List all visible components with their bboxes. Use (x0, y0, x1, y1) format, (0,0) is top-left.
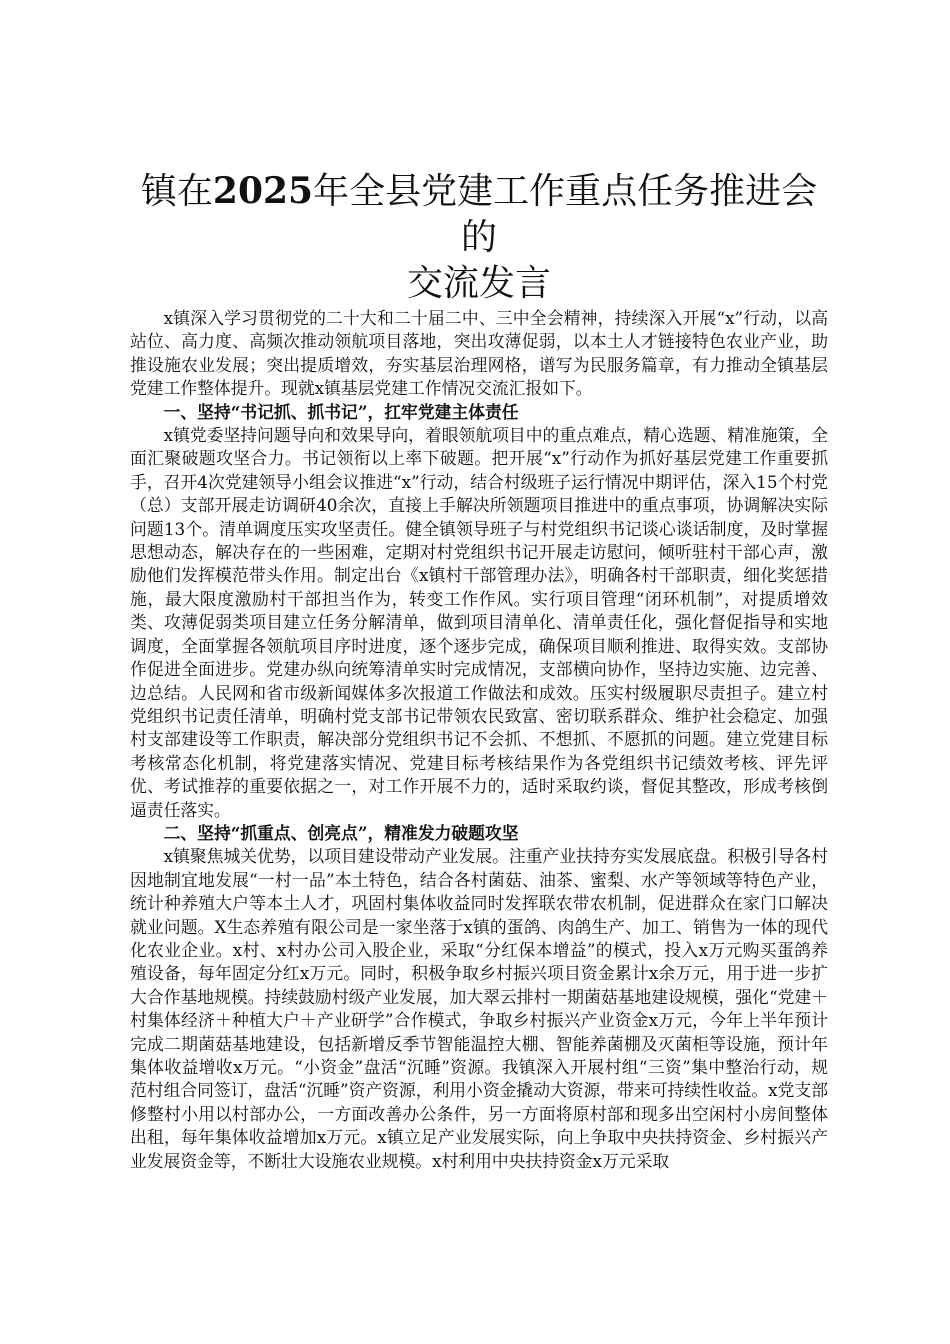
section-2-paragraph: x镇聚焦城关优势，以项目建设带动产业发展。注重产业扶持夯实发展底盘。积极引导各村因地制宜地发展“一村一品”本土特色，结合各村菌菇、油茶、蜜梨、水产等领域等特色产业，统计种养殖大户等本土人才，巩固村集体收益同时发挥联农带农机制，促进群众在家门口解决就业问题。X生态养殖有限公司是一家坐落于x镇的蛋鸽、肉鸽生产、加工、销售为一体的现代化农业企业。x村、x村办公司入股企业，采取“分红保本增益”的模式，投入x万元购买蛋鸽养殖设备，每年固定分红x万元。同时，积极争取乡村振兴项目资金累计x余万元，用于进一步扩大合作基地规模。持续鼓励村级产业发展，加大翠云排村一期菌菇基地建设规模，强化“党建＋村集体经济＋种植大户＋产业研学”合作模式，争取乡村振兴产业资金x万元，今年上半年预计完成二期菌菇基地建设，包括新增反季节智能温控大棚、智能养菌棚及灭菌柜等设施，预计年集体收益增收x万元。“小资金”盘活“沉睡”资源。我镇深入开展村组“三资”集中整治行动，规范村组合同签订，盘活“沉睡”资产资源，利用小资金撬动大资源，带来可持续性收益。x党支部修整村小用以村部办公，一方面改善办公条件，另一方面将原村部和现多出空闲村小房间整体出租，每年集体收益增加x万元。x镇立足产业发展实际，向上争取中央扶持资金、乡村振兴产业发展资金等，不断壮大设施农业规模。x村利用中央扶持资金x万元采取 (130, 846, 828, 1171)
section-1-paragraph: x镇党委坚持问题导向和效果导向，着眼领航项目中的重点难点，精心选题、精准施策，全面汇聚破题攻坚合力。书记领衔以上率下破题。把开展“x”行动作为抓好基层党建工作重要抓手，召开4次党建领导小组会议推进“x”行动，结合村级班子运行情况中期评估，深入15个村党（总）支部开展走访调研40余次，直接上手解决所领题项目推进中的重点事项，协调解决实际问题13个。清单调度压实攻坚责任。健全镇领导班子与村党组织书记谈心谈话制度，及时掌握思想动态，解决存在的一些困难，定期对村党组织书记开展走访慰问，倾听驻村干部心声，激励他们发挥模范带头作用。制定出台《x镇村干部管理办法》，明确各村干部职责，细化奖惩措施，最大限度激励村干部担当作为，转变工作作风。实行项目管理“闭环机制”，对提质增效类、攻薄促弱类项目建立任务分解清单，做到项目清单化、清单责任化，强化督促指导和实地调度，全面掌握各领航项目序时进度，逐个逐步完成，确保项目顺利推进、取得实效。支部协作促进全面进步。党建办纵向统筹清单实时完成情况，支部横向协作，坚持边实施、边完善、边总结。人民网和省市级新闻媒体多次报道工作做法和成效。压实村级履职尽责担子。建立村党组织书记责任清单，明确村党支部书记带领农民致富、密切联系群众、维护社会稳定、加强村支部建设等工作职责，解决部分党组织书记不会抓、不想抓、不愿抓的问题。建立党建目标考核常态化机制，将党建落实情况、党建目标考核结果作为各党组织书记绩效考核、评先评优、考试推荐的重要依据之一，对工作开展不力的，适时采取约谈，督促其整改，形成考核倒逼责任落实。 (130, 425, 828, 820)
title-text-pre: 镇在 (140, 171, 213, 212)
document-page (130, 168, 828, 1173)
title-line-2: 交流发言 (406, 263, 551, 304)
section-2-heading: 二、坚持“抓重点、创亮点”，精准发力破题攻坚 (163, 822, 519, 843)
title-text-post: 年全县党建工作重点任务推进会的 (313, 171, 818, 258)
title-year: 2025 (212, 170, 314, 212)
document-title (130, 168, 828, 307)
section-1-heading: 一、坚持“书记抓、抓书记”，扛牢党建主体责任 (163, 401, 519, 422)
intro-paragraph: x镇深入学习贯彻党的二十大和二十届二中、三中全会精神，持续深入开展“x”行动，以高站位、高力度、高频次推动领航项目落地，突出攻薄促弱，以本土人才链接特色农业产业，助推设施农业发展；突出提质增效，夯实基层治理网格，谱写为民服务篇章，有力推动全镇基层党建工作整体提升。现就x镇基层党建工作情况交流汇报如下。 (130, 308, 828, 399)
